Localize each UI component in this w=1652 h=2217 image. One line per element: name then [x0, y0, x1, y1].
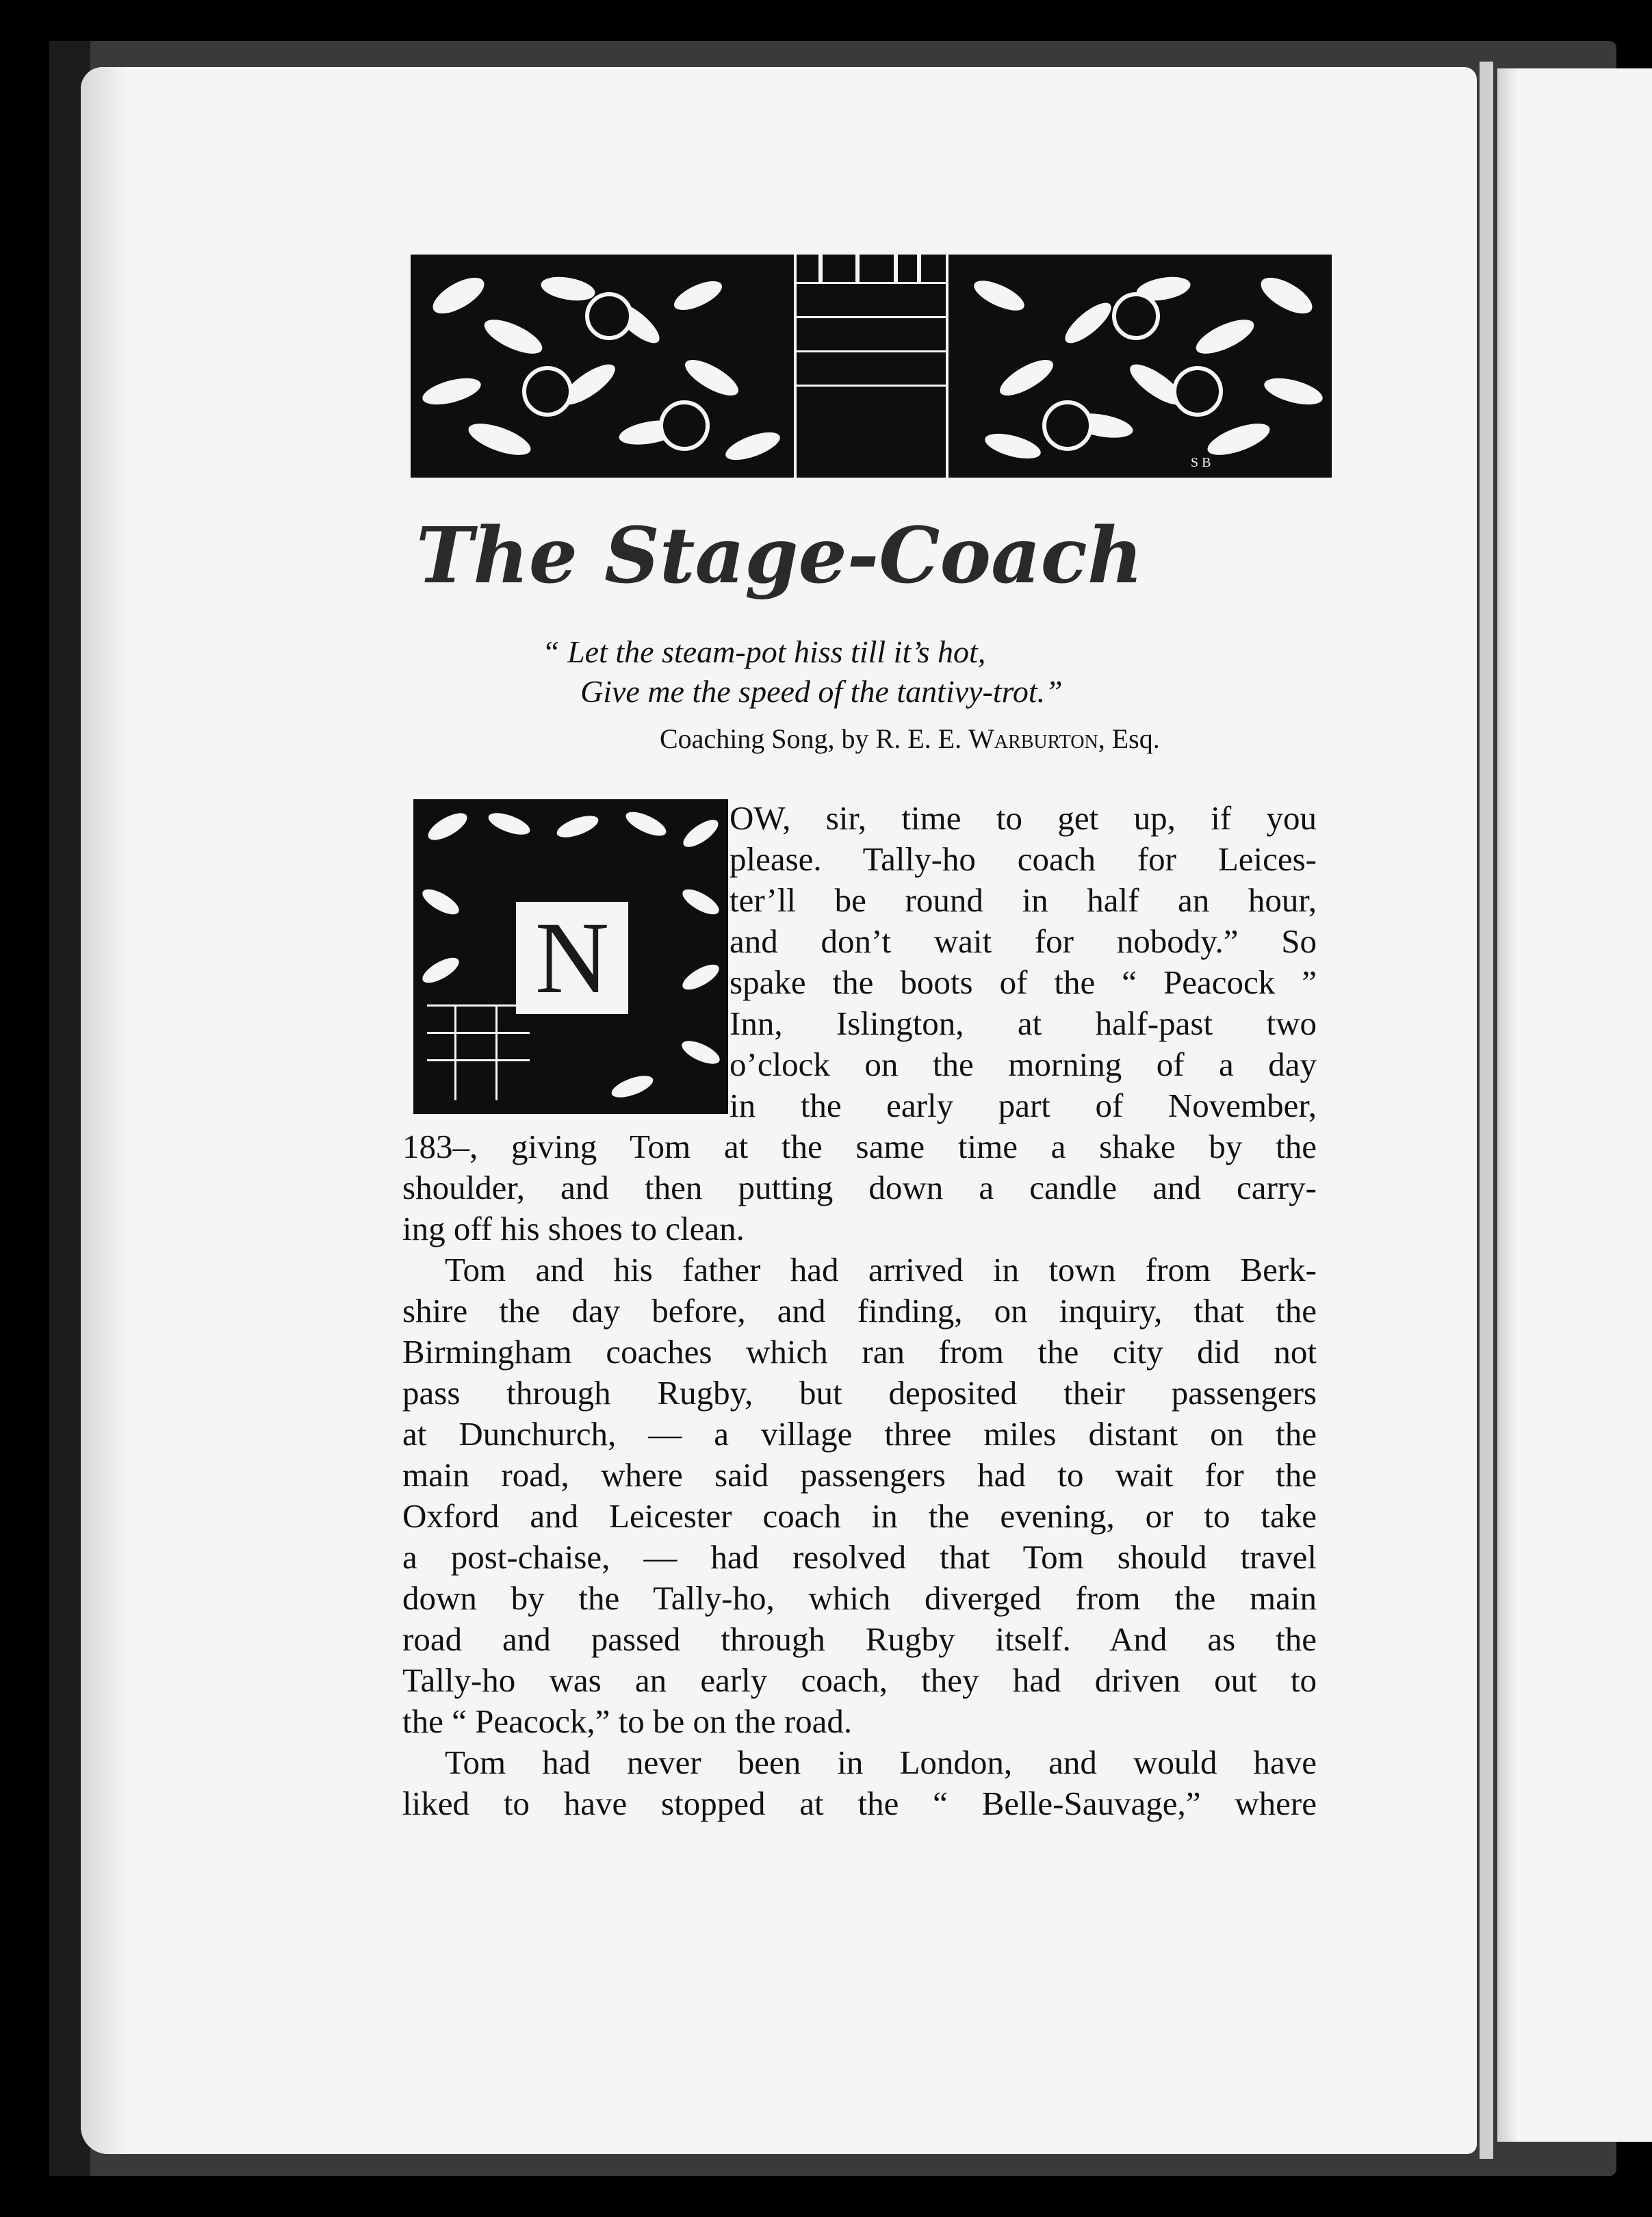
body-line: shire the day before, and finding, on inquiry, that the	[402, 1292, 1317, 1330]
epigraph-line-1: “ Let the steam-pot hiss till it’s hot,	[542, 634, 986, 669]
body-line: road and passed through Rugby itself. And as the	[402, 1620, 1317, 1658]
epigraph-attribution	[660, 720, 1160, 758]
attribution-author: Warburton	[968, 723, 1098, 754]
body-line: 183–, giving Tom at the same time a shake by the	[402, 1128, 1317, 1165]
body-line: and don’t wait for nobody.” So	[730, 922, 1317, 960]
page-edge	[1480, 62, 1493, 2159]
body-line: ter’ll be round in half an hour,	[730, 881, 1317, 919]
body-line: Tom had never been in London, and would have	[445, 1743, 1317, 1781]
body-line: liked to have stopped at the “ Belle-Sauvage,” where	[402, 1785, 1317, 1822]
body-line: Oxford and Leicester coach in the evening, or to take	[402, 1497, 1317, 1535]
body-line: at Dunchurch, — a village three miles distant on the	[402, 1415, 1317, 1453]
facing-page-gutter	[1497, 68, 1518, 2142]
epigraph-line-2: Give me the speed of the tantivy-trot.”	[580, 674, 1063, 709]
body-line: spake the boots of the “ Peacock ”	[730, 963, 1317, 1001]
body-line: ing off his shoes to clean.	[402, 1210, 745, 1247]
body-line: the “ Peacock,” to be on the road.	[402, 1702, 853, 1740]
body-line: Inn, Islington, at half-past two	[730, 1004, 1317, 1042]
body-line: Tally-ho was an early coach, they had driven out to	[402, 1661, 1317, 1699]
headpiece-ornament	[411, 255, 1332, 478]
facing-page	[1497, 68, 1652, 2142]
attribution-prefix: Coaching Song, by R. E. E.	[660, 723, 962, 754]
body-line: a post-chaise, — had resolved that Tom should travel	[402, 1538, 1317, 1576]
body-line: Tom and his father had arrived in town from Berk-	[445, 1251, 1317, 1288]
body-line: OW, sir, time to get up, if you	[730, 799, 1317, 837]
body-line: down by the Tally-ho, which diverged from the main	[402, 1579, 1317, 1617]
body-line: pass through Rugby, but deposited their passengers	[402, 1374, 1317, 1412]
chapter-title: The Stage-Coach	[416, 511, 1144, 601]
epigraph	[542, 632, 1063, 712]
body-line: in the early part of November,	[730, 1087, 1317, 1124]
drop-cap-letter: N	[516, 902, 628, 1014]
body-line: Birmingham coaches which ran from the city did not	[402, 1333, 1317, 1371]
attribution-suffix: , Esq.	[1098, 723, 1160, 754]
body-line: main road, where said passengers had to wait for the	[402, 1456, 1317, 1494]
body-line: shoulder, and then putting down a candle and carry-	[402, 1169, 1317, 1206]
page-gutter-shade	[81, 67, 129, 2154]
body-line: please. Tally-ho coach for Leices-	[730, 840, 1317, 878]
headpiece-monogram: S B	[1191, 455, 1211, 470]
body-line: o’clock on the morning of a day	[730, 1046, 1317, 1083]
